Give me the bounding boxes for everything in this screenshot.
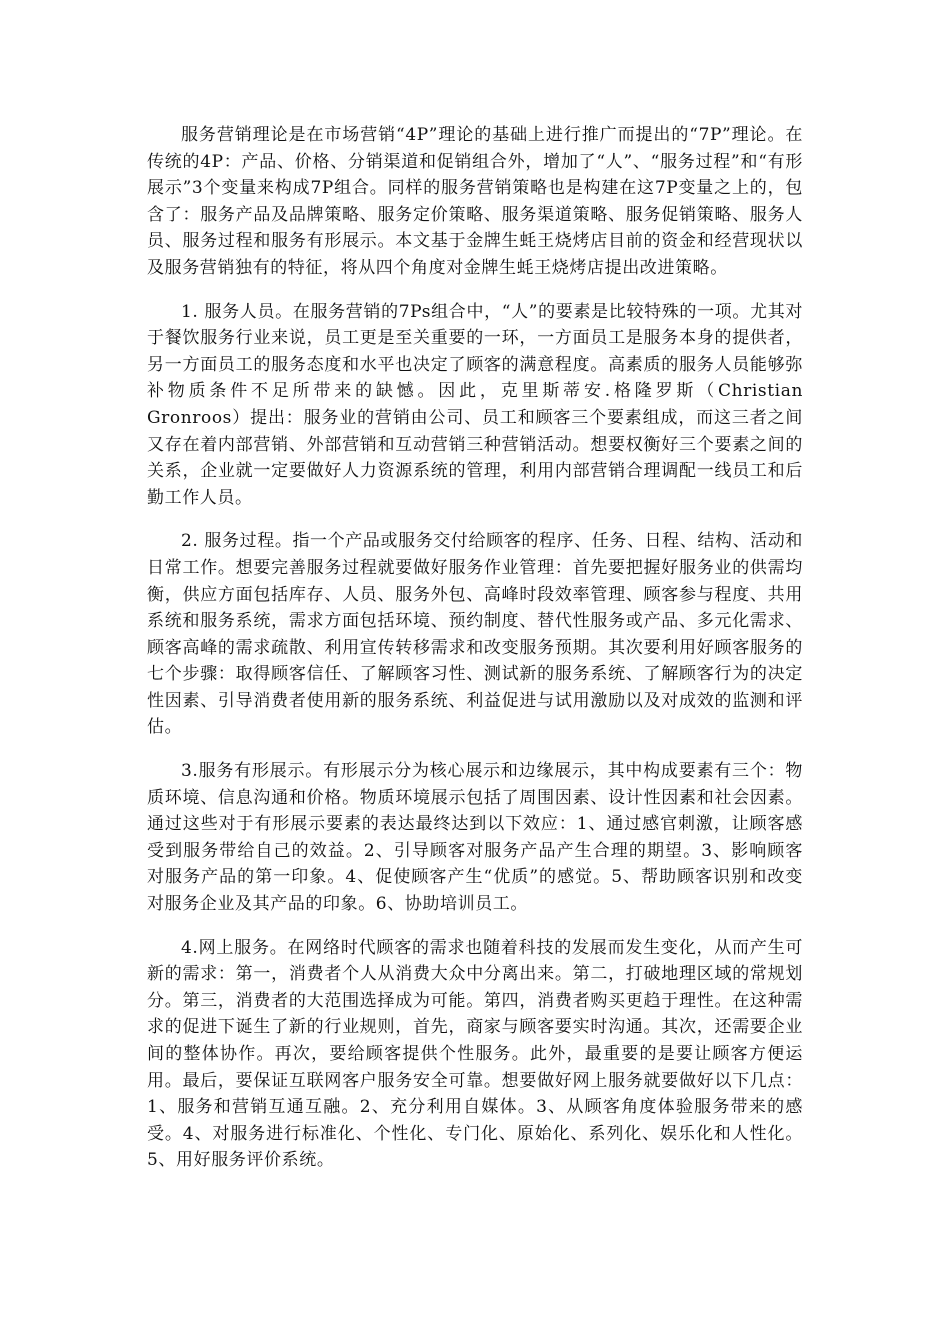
document-body <box>147 122 803 1191</box>
paragraph-service-personnel: 1. 服务人员。在服务营销的7Ps组合中，“人”的要素是比较特殊的一项。尤其对于餐饮服务行业来说，员工更是至关重要的一环，一方面员工是服务本身的提供者，另一方面员工的服务态度和水平也决定了顾客的满意程度。高素质的服务人员能够弥补物质条件不足所带来的缺憾。因此，克里斯蒂安.格隆罗斯（Christian Gronroos）提出：服务业的营销由公司、员工和顾客三个要素组成，而这三者之间又存在着内部营销、外部营销和互动营销三种营销活动。想要权衡好三个要素之间的关系，企业就一定要做好人力资源系统的管理，利用内部营销合理调配一线员工和后勤工作人员。 <box>147 301 803 508</box>
paragraph-service-process: 2. 服务过程。指一个产品或服务交付给顾客的程序、任务、日程、结构、活动和日常工作。想要完善服务过程就要做好服务作业管理：首先要把握好服务业的供需均衡，供应方面包括库存、人员、服务外包、高峰时段效率管理、顾客参与程度、共用系统和服务系统，需求方面包括环境、预约制度、替代性服务或产品、多元化需求、顾客高峰的需求疏散、利用宣传转移需求和改变服务预期。其次要利用好顾客服务的七个步骤：取得顾客信任、了解顾客习性、测试新的服务系统、了解顾客行为的决定性因素、引导消费者使用新的服务系统、利益促进与试用激励以及对成效的监测和评估。 <box>147 531 803 738</box>
paragraph-tangible-display: 3.服务有形展示。有形展示分为核心展示和边缘展示，其中构成要素有三个：物质环境、信息沟通和价格。物质环境展示包括了周围因素、设计性因素和社会因素。通过这些对于有形展示要素的表达最终达到以下效应：1、通过感官刺激，让顾客感受到服务带给自己的效益。2、引导顾客对服务产品产生合理的期望。3、影响顾客对服务产品的第一印象。4、促使顾客产生“优质”的感觉。5、帮助顾客识别和改变对服务企业及其产品的印象。6、协助培训员工。 <box>147 761 803 915</box>
paragraph-intro: 服务营销理论是在市场营销“4P”理论的基础上进行推广而提出的“7P”理论。在传统的4P：产品、价格、分销渠道和促销组合外，增加了“人”、“服务过程”和“有形展示”3个变量来构成7P组合。同样的服务营销策略也是构建在这7P变量之上的，包含了：服务产品及品牌策略、服务定价策略、服务渠道策略、服务促销策略、服务人员、服务过程和服务有形展示。本文基于金牌生蚝王烧烤店目前的资金和经营现状以及服务营销独有的特征，将从四个角度对金牌生蚝王烧烤店提出改进策略。 <box>147 125 803 278</box>
paragraph-online-service: 4.网上服务。在网络时代顾客的需求也随着科技的发展而发生变化，从而产生可新的需求：第一，消费者个人从消费大众中分离出来。第二，打破地理区域的常规划分。第三，消费者的大范围选择成为可能。第四，消费者购买更趋于理性。在这种需求的促进下诞生了新的行业规则，首先，商家与顾客要实时沟通。其次，还需要企业间的整体协作。再次，要给顾客提供个性服务。此外，最重要的是要让顾客方便运用。最后，要保证互联网客户服务安全可靠。想要做好网上服务就要做好以下几点：1、服务和营销互通互融。2、充分利用自媒体。3、从顾客角度体验服务带来的感受。4、对服务进行标准化、个性化、专门化、原始化、系列化、娱乐化和人性化。5、用好服务评价系统。 <box>147 937 803 1171</box>
